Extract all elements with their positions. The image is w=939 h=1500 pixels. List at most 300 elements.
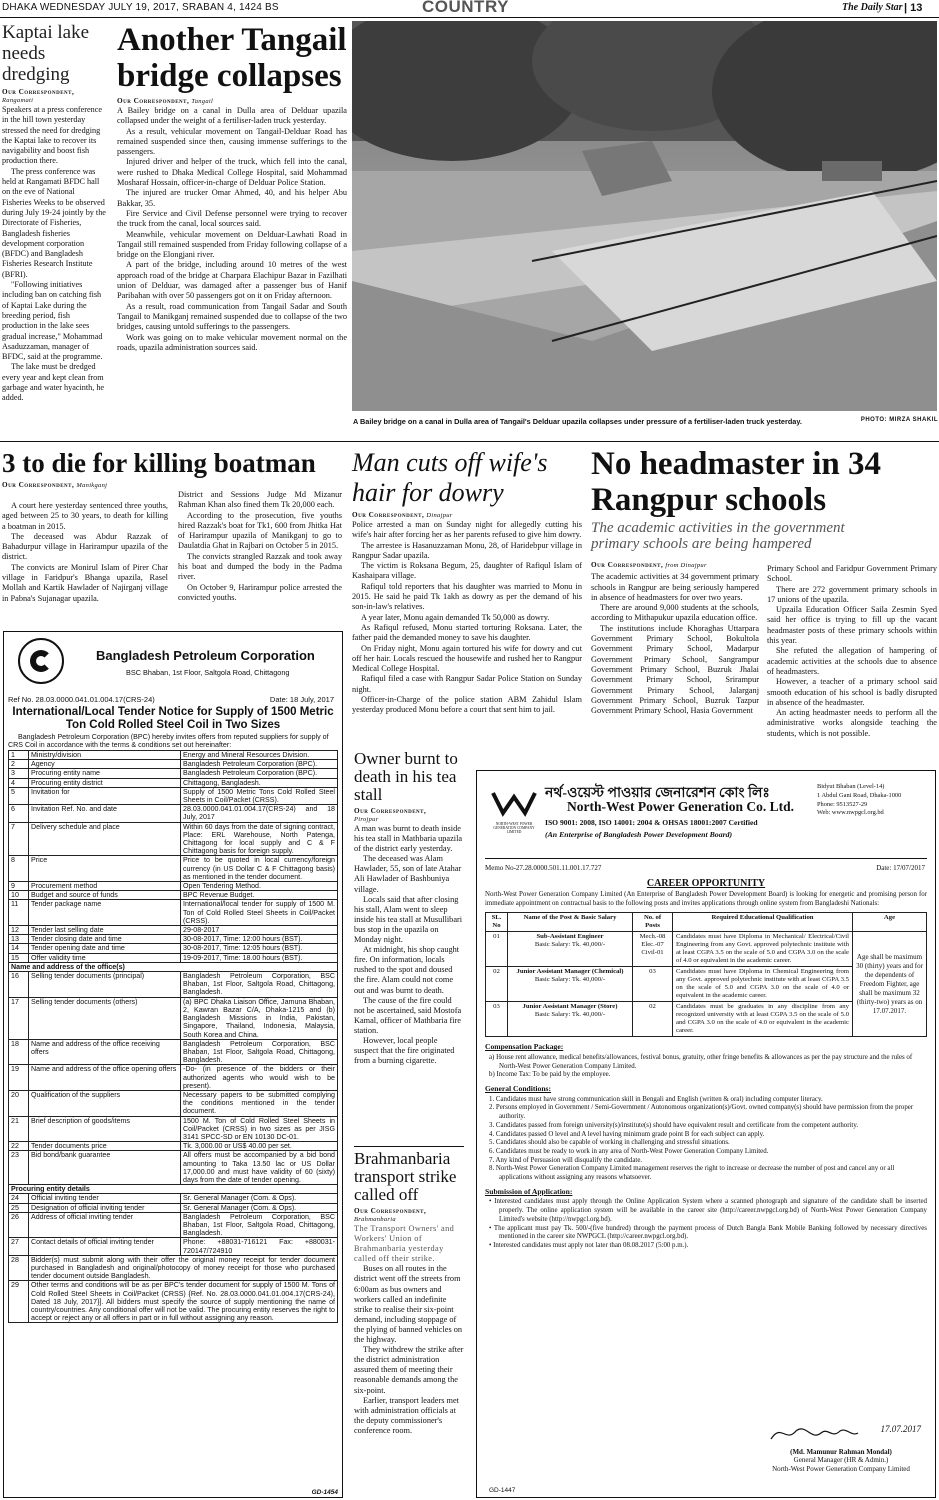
bpc-row-text: Bidder(s) must submit along with their offer the original money receipt for tender document purchased in Bangladesh and original/photocopy of money receipt for those who purchased tender document outside Bangladesh. <box>29 1255 338 1281</box>
headmaster-col2 <box>767 564 937 739</box>
strike-article <box>354 1146 464 1436</box>
nwpg-date: Date: 17/07/2017 <box>876 864 925 872</box>
nwpg-table <box>485 912 927 1037</box>
tangail-para: A Bailey bridge on a canal in Dulla area of Delduar upazila collapsed under the weight of a fertiliser-laden truck yesterday. <box>117 106 347 126</box>
dowry-byline-text: Our Correspondent, <box>352 511 425 519</box>
masthead <box>0 0 939 18</box>
nwpg-gen-item: 6. Candidates must be ready to work in any area of North-West Power Generation Company Limited. <box>489 1147 769 1155</box>
tangail-para: A part of the bridge, including around 10 metres of the west approach road of the bridge at Charpara Elachipur Bazar in Fazilhati union of Delduar, was damaged after a passenger bus of Hanif Paribahan with over 50 passengers got on it on Friday afternoon. <box>117 260 347 301</box>
headmaster-para: She refuted the allegation of hampering of academic activities at the schools due to absence of headmasters. <box>767 646 937 676</box>
bpc-row-number: 4 <box>9 778 29 787</box>
nwpg-address-line: Bidyut Bhaban (Level-14) <box>817 783 885 790</box>
bpc-row-value: International/local tender for supply of 1500 M. Ton of Cold Rolled Steel Sheets in Coil/Packet (CRSS). <box>181 900 338 926</box>
nwpg-sl: 02 <box>486 967 508 1002</box>
strike-para: Buses on all routes in the district went off the streets from 6:00am as bus owners and workers called an indefinite strike to realise their six-point demand, including stoppage of the plying of banned vehicles on the highway. <box>354 1264 463 1345</box>
nwpg-salary: Basic Salary: Tk. 40,000/- <box>534 941 606 949</box>
nwpg-logo-svg <box>491 789 537 817</box>
nwpg-comp-item: a) House rent allowance, medical benefits/allowances, festival bonus, gratuity, other fringe benefits & allowances as per the pay structure and the rules of North-West Power Generation Company Limited. <box>489 1053 913 1070</box>
bpc-row-value: 30-08-2017, Time: 12:05 hours (BST). <box>181 944 338 953</box>
bpc-row-number: 14 <box>9 944 29 953</box>
photo-caption <box>353 417 938 426</box>
bpc-table-row <box>9 1142 338 1151</box>
bpc-address: BSC Bhaban, 1st Floor, Saltgola Road, Chittagong <box>126 668 290 677</box>
tangail-byline <box>117 97 347 105</box>
bpc-row-label: Designation of official inviting tender <box>29 1203 181 1212</box>
bpc-row-number: 3 <box>9 769 29 778</box>
bpc-row-label: Selling tender documents (others) <box>29 997 181 1039</box>
nwpg-bangla-name: নর্থ-ওয়েস্ট পাওয়ার জেনারেশন কোং লিঃ <box>545 786 770 801</box>
nwpg-comp-heading: Compensation Package: <box>485 1042 564 1052</box>
bpc-table-row <box>9 935 338 944</box>
nwpg-sub-item: • Interested candidates must apply through the Online Application System where a scanned photograph and signature of the candidate shall be inserted properly. The online application system will be available in the career site (http://career.nwpgcl.org.bd) of North-West Power Generation Company Limited's website (http://nwpgcl.org.bd). <box>489 1198 927 1223</box>
bpc-title: International/Local Tender Notice for Supply of 1500 Metric Ton Cold Rolled Steel Coil in Two Sizes <box>12 706 334 731</box>
headmaster-para: There are around 9,000 students at the schools, according to Mithapukur upazila education office. <box>591 603 759 623</box>
nwpg-address <box>817 783 901 818</box>
bpc-table-row <box>9 1212 338 1238</box>
boatman-col1 <box>2 501 168 604</box>
bpc-table-row <box>9 805 338 822</box>
nwpg-conditions <box>485 1043 927 1250</box>
nwpg-logo-icon <box>489 789 539 835</box>
nwpg-post-name: Sub-Assistant Engineer <box>536 933 604 941</box>
bpc-table-row <box>9 1039 338 1065</box>
bpc-section-heading: Procuring entity details <box>9 1185 338 1194</box>
nwpg-company-name: North-West Power Generation Co. Ltd. <box>567 799 794 814</box>
tangail-para: Injured driver and helper of the truck, which fell into the canal, were rushed to Dhaka Medical College Hospital, said Mohammad Mosharaf Hossain, officer-in-charge of Delduar Police Station. <box>117 157 347 188</box>
nwpg-comp-item: b) Income Tax: To be paid by the employee. <box>489 1071 611 1079</box>
page-number-value: 13 <box>910 2 923 14</box>
bpc-table-row <box>9 891 338 900</box>
bpc-row-label: Tender last selling date <box>29 926 181 935</box>
bpc-row-label: Procuring entity name <box>29 769 181 778</box>
bpc-table-row <box>9 822 338 856</box>
kaptai-byline <box>2 88 106 104</box>
nwpg-address-line: Web: www.nwpgcl.org.bd <box>817 809 884 817</box>
owner-body <box>354 824 464 1066</box>
bpc-table-row <box>9 760 338 769</box>
boatman-para: District and Sessions Judge Md Mizanur Rahman Khan also fined them Tk 20,000 each. <box>178 490 342 510</box>
headmaster-byline-text: Our Correspondent, <box>591 561 664 569</box>
bpc-row-label: Address of official inviting tender <box>29 1212 181 1238</box>
kaptai-article <box>2 22 106 404</box>
bpc-row-label: Budget and source of funds <box>29 891 181 900</box>
nwpg-gen-item: 5. Candidates should also be capable of working in challenging and stressful situations. <box>489 1139 730 1147</box>
nwpg-post-name: Junior Assistant Manager (Chemical) <box>516 968 624 976</box>
bpc-row-value: Within 60 days from the date of signing contract, Place: ERL Warehouse, North Patenga, Chittagong for local supply and C & F Chittagong basis for foreign supply. <box>181 822 338 856</box>
bpc-row-label: Invitation Ref. No. and date <box>29 805 181 822</box>
bpc-row-number: 22 <box>9 1142 29 1151</box>
bpc-ref: Ref No. 28.03.0000.041.01.004.17(CRS-24) <box>8 695 155 704</box>
bpc-row-value: Sr. General Manager (Com. & Ops). <box>181 1203 338 1212</box>
nwpg-sub-item: • Interested candidates must apply not later than 08.08.2017 (5:00 p.m.). <box>489 1241 689 1249</box>
bpc-row-number: 9 <box>9 882 29 891</box>
nwpg-logo-text: NORTH-WEST POWER GENERATION COMPANY LIMITED <box>493 822 535 835</box>
bridge-photo-svg <box>352 21 937 411</box>
bpc-table-row <box>9 997 338 1039</box>
owner-para: A man was burnt to death inside his tea stall in Mathbaria upazila of the district early yesterday. <box>354 824 463 854</box>
bpc-row-number: 20 <box>9 1090 29 1116</box>
kaptai-para: The press conference was held at Rangamati BFDC hall on the eve of National Fisheries Weeks to be observed during July 19-24 jointly by the Directorate of Fisheries, Bangladesh fisheries development corporation (BFDC) and Bangladesh Fisheries Research Institute (BFRI). <box>2 166 106 279</box>
strike-byline-text: Our Correspondent, <box>354 1207 427 1215</box>
bpc-table-row <box>9 944 338 953</box>
boatman-col2 <box>178 490 342 603</box>
owner-headline: Owner burnt to death in his tea stall <box>354 749 458 804</box>
bpc-row-number: 8 <box>9 856 29 882</box>
bpc-table-row <box>9 1203 338 1212</box>
nwpg-address-line: 1 Abdul Gani Road, Dhaka-1000 <box>817 791 902 799</box>
kaptai-byline-text: Our Correspondent, <box>2 88 75 96</box>
bpc-table-row <box>9 882 338 891</box>
headmaster-para: There are 272 government primary schools in 17 unions of the upazila. <box>767 584 937 604</box>
bpc-row-value: 28.03.0000.041.01.004.17(CRS-24) and 18 July, 2017 <box>181 805 338 822</box>
tangail-para: Meanwhile, vehicular movement on Delduar-Lawhati Road in Tangail still remained suspended from Friday following collapse of a bridge on the Elongjani river. <box>117 229 347 260</box>
nwpg-career-ad <box>476 770 936 1498</box>
bpc-row-value: Price to be quoted in local currency/foreign currency (in US Dollar C & F Chittagong basis) as mentioned in the tender document. <box>181 856 338 882</box>
headmaster-col1 <box>591 561 759 716</box>
bpc-row-number: 25 <box>9 1203 29 1212</box>
bpc-org-name: Bangladesh Petroleum Corporation <box>96 648 315 663</box>
headmaster-headline: No headmaster in 34 Rangpur schools <box>591 446 881 518</box>
bpc-table-row <box>9 1194 338 1203</box>
nwpg-heading: CAREER OPPORTUNITY <box>646 878 766 889</box>
bpc-table-row <box>9 751 338 760</box>
dowry-body <box>352 520 582 716</box>
headmaster-para: The institutions include Khoraghas Uttarpara Government Primary School, Bokultola Government Primary School, Madarpur Government Primary School, Sangrampur Government Primary School, Buzruk Jhalai Government Primary School, Srirampur Government Primary School, Jalarganj Government Primary School, Buzruk Tazpur Government Primary School, Hasia Government <box>591 623 759 716</box>
bpc-row-label: Ministry/division <box>29 751 181 760</box>
bpc-row-label: Name and address of the office receiving offers <box>29 1039 181 1065</box>
dowry-para: The arrestee is Hasanuzzaman Monu, 28, of Haridebpur village in Rangpur Sadar upazila. <box>352 540 582 560</box>
dateline: DHAKA WEDNESDAY JULY 19, 2017, SRABAN 4, 1424 BS <box>2 2 279 13</box>
nwpg-gen-item: 7. Any kind of Persuasion will disqualify the candidate. <box>489 1156 643 1164</box>
bridge-photo <box>352 21 937 411</box>
strike-divider <box>354 1146 464 1147</box>
strike-para: They withdrew the strike after the district administration assured them of meeting their reasonable demands among the six-point. <box>354 1345 464 1395</box>
bpc-row-number: 29 <box>9 1281 29 1323</box>
nwpg-sub-heading: Submission of Application: <box>485 1186 573 1196</box>
owner-para: The deceased was Alam Hawlader, 55, son of late Atahar Ali Hawlader of Bashbuniya village. <box>354 854 462 894</box>
nwpg-gen-item: 3. Candidates passed from foreign university(s)/institute(s) should have equivalent result and certificate from the competent authority. <box>489 1121 859 1129</box>
nwpg-gd-code: GD-1447 <box>489 1487 516 1494</box>
nwpg-th: No. of Posts <box>633 913 673 932</box>
bpc-row-label: Price <box>29 856 181 882</box>
bpc-row-number: 7 <box>9 822 29 856</box>
bpc-row-number: 28 <box>9 1255 29 1281</box>
nwpg-sub-item: • The applicant must pay Tk. 500/-(five hundred) through the payment process of Dutch Bangla Bank Mobile Banking followed by necessary directives mentioned in the career site NWPGCL (http://career.nwpgcl.org.bd). <box>489 1224 927 1241</box>
bpc-table-row <box>9 1238 338 1255</box>
bpc-table-row <box>9 1090 338 1116</box>
bpc-row-number: 16 <box>9 972 29 998</box>
bpc-header <box>8 636 338 690</box>
tangail-headline: Another Tangail bridge collapses <box>117 22 347 94</box>
nwpg-header <box>485 777 927 859</box>
nwpg-sig-name: (Md. Mamunur Rahman Mondal) <box>790 1447 892 1456</box>
bpc-tender-ad <box>3 631 343 1498</box>
page-number: | 13 <box>904 2 923 14</box>
bpc-row-label: Procurement method <box>29 882 181 891</box>
bpc-row-label: Name and address of the office opening offers <box>29 1065 181 1091</box>
dowry-para: Rafiqul told reporters that his daughter was married to Monu in 2015. He said he paid Tk 1akh as dowry as per the demand of his son-in-law's relatives. <box>352 581 582 612</box>
dowry-para: Officer-in-Charge of the police station ABM Zahidul Islam yesterday produced Monu before a court that sent him to jail. <box>352 695 582 715</box>
section-name: COUNTRY <box>422 0 509 16</box>
bpc-table-row <box>9 1185 338 1194</box>
bpc-row-text: Other terms and conditions will be as per BPC's tender document for supply of 1500 M. Tons of Cold Rolled Steel Sheets in Coil/Packet (CRSS) {Ref. No. 28.03.0000.041.01.004.17(CRS-24), Dated 18 July, 2017}]. All bidders must specify the source of supply mentioning the name of country/countries. Any conditional offer will not be valid. The procuring entity reserves the right to accept or reject any or all offers in part or in full without assigning any reason. <box>29 1281 338 1323</box>
nwpg-post <box>508 967 633 1002</box>
bpc-row-number: 6 <box>9 805 29 822</box>
dowry-para: As Rafiqul refused, Monu started torturing Roksana. Later, the father paid the demanded money to save his daughter. <box>352 622 582 643</box>
nwpg-iso: ISO 9001: 2008, ISO 14001: 2004 & OHSAS 18001:2007 Certified <box>545 818 758 827</box>
bpc-row-label: Contact details of official inviting tender <box>29 1238 181 1255</box>
nwpg-gen-heading: General Conditions: <box>485 1084 552 1093</box>
bpc-row-value: 1500 M. Ton of Cold Rolled Steel Sheets in Coil/Packet (CRSS) in two sizes as per JISG 3141 SPCC-SD or EN 10130 DC-01. <box>181 1116 338 1142</box>
owner-para: Locals said that after closing his stall, Alam went to sleep inside his tea stall at Musullibari bus stop in the upazila on Monday night. <box>354 894 463 945</box>
boatman-place: Manikganj <box>76 482 108 489</box>
photo-credit: PHOTO: MIRZA SHAKIL <box>860 417 938 423</box>
bpc-row-value: Bangladesh Petroleum Corporation (BPC). <box>181 769 338 778</box>
nwpg-posts: Mech.-08 Elec.-07 Civil-01 <box>633 932 673 967</box>
bpc-row-number: 5 <box>9 787 29 804</box>
bpc-row-value: All offers must be accompanied by a bid bond amounting to Taka 13.50 lac or US Dollar 17,000.00 and must have validity of 60 (sixty) days from the date of tender opening. <box>181 1151 338 1185</box>
owner-byline-text: Our Correspondent, <box>354 807 427 815</box>
strike-body <box>354 1224 464 1436</box>
bpc-row-value: Supply of 1500 Metric Tons Cold Rolled Steel Sheets in Coil/Packet (CRSS). <box>181 787 338 804</box>
tangail-para: As a result, vehicular movement on Tangail-Delduar Road has remained suspended since then, causing immense sufferings to the passengers. <box>117 126 347 157</box>
tangail-para: As a result, road communication from Tangail Sadar and South Tangail to Manikganj remained suspended due to collapse of the two bridges, causing untold sufferings to the passengers. <box>117 301 347 332</box>
nwpg-salary: Basic Salary: Tk. 40,000/- <box>534 1011 606 1019</box>
bpc-row-number: 23 <box>9 1151 29 1185</box>
nwpg-th: Name of the Post & Basic Salary <box>508 913 633 932</box>
boatman-para: According to the prosecution, five youths hired Razzak's boat for Tk1, 600 from Jhitka Hat of Harirampur upazila of Manikganj to go to Daulatdia Ghat in Rajbari on October 5 in 2015. <box>178 510 342 551</box>
nwpg-sig-date: 17.07.2017 <box>880 1424 921 1434</box>
bpc-row-value: 19-09-2017, Time: 18.00 hours (BST). <box>181 953 338 962</box>
bpc-row-label: Official inviting tender <box>29 1194 181 1203</box>
bpc-row-number: 21 <box>9 1116 29 1142</box>
nwpg-gen-item: 8. North-West Power Generation Company Limited management reserves the right to increase or decrease the number of post and cancel any or all applications without assigning any reasons whatsoever. <box>489 1165 895 1182</box>
bpc-row-value: Bangladesh Petroleum Corporation, BSC Bhaban, 1st Floor, Saltgola Road, Chittagong, Bangladesh. <box>181 1212 338 1238</box>
bpc-date: Date: 18 July, 2017 <box>269 695 334 704</box>
bpc-row-number: 12 <box>9 926 29 935</box>
strike-place: Brahmanbaria <box>354 1216 396 1223</box>
tangail-article <box>117 22 347 353</box>
bpc-row-number: 19 <box>9 1065 29 1091</box>
nwpg-memo-row <box>485 864 927 874</box>
nwpg-posts: 03 <box>633 967 673 1002</box>
bpc-row-number: 10 <box>9 891 29 900</box>
boatman-para: The deceased was Abdur Razzak of Bahadurpur village in Harirampur upazila of the district. <box>2 531 168 562</box>
strike-headline: Brahmanbaria transport strike called off <box>354 1149 457 1204</box>
kaptai-para: "Following initiatives including ban on catching fish of Kaptai Lake during the breeding period, fish production in the lake sees gradual increase," Mohammad Asaduzzaman, manager of BFDC, said at the programme. <box>2 280 103 362</box>
boatman-para: On October 9, Harirampur police arrested the convicted youths. <box>178 582 342 602</box>
dowry-para: Rafiqul filed a case with Rangpur Sadar Police Station on Sunday night. <box>352 674 582 694</box>
dowry-place: Dinajpur <box>426 512 453 519</box>
bpc-row-value: 29-08-2017 <box>181 926 338 935</box>
owner-para: The cause of the fire could not be ascertained, said Mostofa Kamal, officer of Mathbaria fire station. <box>354 995 462 1035</box>
nwpg-sl: 03 <box>486 1002 508 1037</box>
bpc-ref-row <box>8 695 338 705</box>
bpc-row-value: BPC Revenue Budget. <box>181 891 338 900</box>
nwpg-sig-title: General Manager (HR & Admin.) <box>793 1456 889 1465</box>
nwpg-th: SL. No <box>486 913 508 932</box>
dowry-para: The victim is Roksana Begum, 25, daughter of Rafiqul Islam of Kashaipara village. <box>352 561 582 581</box>
bpc-row-label: Tender opening date and time <box>29 944 181 953</box>
bpc-row-label: Bid bond/bank guarantee <box>29 1151 181 1185</box>
headmaster-para: Primary School and Faridpur Government Primary School. <box>767 564 937 584</box>
nwpg-intro: North-West Power Generation Company Limited (An Enterprise of Bangladesh Power Development Board) is looking for energetic and promising person for immediate appointment on contractual basis to the following posts and invites applications through online system from Bangladeshi Nationals: <box>485 891 927 907</box>
nwpg-salary: Basic Salary: Tk. 40,000/- <box>534 976 606 984</box>
bpc-row-number: 27 <box>9 1238 29 1255</box>
kaptai-place: Rangamati <box>2 97 34 104</box>
boatman-para: The convicts are Monirul Islam of Pirer Char village in Faridpur's Bhanga upazila, Rasel Mollah and Kartik Hawlader of Najirganj village in Pabna's Sujanagar upazila. <box>2 562 168 603</box>
owner-para: However, local people suspect that the fire originated from a burning cigarette. <box>354 1035 455 1066</box>
bpc-row-value: Chittagong, Bangladesh. <box>181 778 338 787</box>
bpc-table-row <box>9 769 338 778</box>
nwpg-post <box>508 1002 633 1037</box>
owner-para: At midnight, his shop caught fire. On information, locals rushed to the spot and doused the fire. Alam could not come out and was burnt to death. <box>354 945 460 995</box>
bpc-gd-code: GD-1454 <box>311 1489 338 1496</box>
bpc-row-label: Tender documents price <box>29 1142 181 1151</box>
nwpg-enterprise: (An Enterprise of Bangladesh Power Development Board) <box>545 830 733 839</box>
headmaster-para: However, a teacher of a primary school said smooth education of his school is badly disrupted in absence of the headmaster. <box>767 677 937 707</box>
kaptai-para: The lake must be dredged every year and kept clean from garbage and water hyacinth, he added. <box>2 362 105 403</box>
bpc-table-row <box>9 972 338 998</box>
bpc-table-row <box>9 778 338 787</box>
bpc-row-label: Delivery schedule and place <box>29 822 181 856</box>
bpc-row-value: Bangladesh Petroleum Corporation, BSC Bhaban, 1st Floor, Saltgola Road, Chittagong, Bangladesh. <box>181 972 338 998</box>
bpc-table-row <box>9 1255 338 1281</box>
nwpg-address-line: Phone: 9513527-29 <box>817 800 868 808</box>
nwpg-signature-block <box>755 1421 927 1473</box>
dowry-byline <box>352 511 582 519</box>
bpc-row-value: Necessary papers to be submitted complying the conditions mentioned in the tender document. <box>181 1090 338 1116</box>
kaptai-headline: Kaptai lake needs dredging <box>2 22 90 85</box>
kaptai-body <box>2 105 106 404</box>
divider <box>0 441 939 442</box>
tangail-para: Fire Service and Civil Defense personnel were trying to recover the truck from the canal, local sources said. <box>117 208 347 229</box>
boatman-article <box>2 448 342 603</box>
nwpg-qual: Candidates must have Diploma in Chemical Engineering from any Govt. approved polytechnic institute with at least CGPA 3.5 on the scale of 5.0 and CGPA 3.0 on the scale of 4.0 or equivalent in the academic career. <box>673 967 853 1002</box>
bpc-table-row <box>9 900 338 926</box>
bpc-section-heading: Name and address of the office(s) <box>9 962 338 971</box>
bpc-table-row <box>9 926 338 935</box>
bpc-row-value: 30-08-2017, Time: 12:00 hours (BST). <box>181 935 338 944</box>
boatman-byline <box>2 481 342 489</box>
bpc-row-value: Phone: +88031-716121 Fax: +880031-720147/724910 <box>181 1238 338 1255</box>
bpc-row-value: Energy and Mineral Resources Division. <box>181 751 338 760</box>
boatman-byline-text: Our Correspondent, <box>2 481 75 489</box>
bpc-logo-icon <box>18 638 64 684</box>
bpc-row-number: 15 <box>9 953 29 962</box>
bpc-row-value: -Do- (in presence of the bidders or their authorized agents who would wish to be present). <box>181 1065 338 1091</box>
bpc-row-value: (a) BPC Dhaka Liaison Office, Jamuna Bhaban, 2, Kawran Bazar C/A, Dhaka-1215 and (b) Bangladesh Missions in India, Pakistan, Singapore, Thailand, Indonesia, Malaysia, South Korea and China. <box>181 997 338 1039</box>
owner-article <box>354 750 464 1066</box>
owner-byline <box>354 807 464 823</box>
paper-logo: The Daily Star <box>842 2 903 13</box>
bpc-row-number: 17 <box>9 997 29 1039</box>
kaptai-para: Speakers at a press conference in the hill town yesterday stressed the need for dredging the Kaptai lake to recover its navigability and boost fish production there. <box>2 105 103 166</box>
strike-byline <box>354 1207 464 1223</box>
tangail-place: Tangail <box>191 98 214 105</box>
bpc-row-number: 13 <box>9 935 29 944</box>
bpc-table-row <box>9 1151 338 1185</box>
tangail-body <box>117 106 347 353</box>
bpc-row-number: 18 <box>9 1039 29 1065</box>
boatman-para: The convicts strangled Razzak and took away his boat and dumped the body in the Padma river. <box>178 551 342 582</box>
nwpg-age: Age shall be maximum 30 (thirty) years and for the dependents of Freedom Fighter, age shall be maximum 32 (thirty-two) years as on 17.07.2017. <box>853 932 927 1037</box>
bpc-table-row <box>9 953 338 962</box>
nwpg-gen-item: 1. Candidates must have strong communication skill in Bengali and English (written & oral) including computer literacy. <box>489 1095 823 1103</box>
bpc-row-label: Qualification of the suppliers <box>29 1090 181 1116</box>
bpc-row-label: Selling tender documents (principal) <box>29 972 181 998</box>
strike-para: Earlier, transport leaders met with administration officials at the deputy commissioner's conference room. <box>354 1395 459 1435</box>
nwpg-th: Required Educational Qualification <box>673 913 853 932</box>
bpc-row-label: Offer validity time <box>29 953 181 962</box>
tangail-para: The injured are trucker Omar Ahmed, 40, and his helper Abu Bakkar, 35. <box>117 188 347 208</box>
bpc-row-number: 11 <box>9 900 29 926</box>
nwpg-th: Age <box>853 913 927 932</box>
bpc-row-label: Procuring entity district <box>29 778 181 787</box>
bpc-row-label: Tender closing date and time <box>29 935 181 944</box>
bpc-table-row <box>9 856 338 882</box>
bpc-row-label: Brief description of goods/items <box>29 1116 181 1142</box>
headmaster-para: An acting headmaster needs to perform all the administrative works alongside teaching the students, which is not possible. <box>767 708 937 738</box>
nwpg-qual: Candidates must have Diploma in Mechanical/ Electrical/Civil Engineering from any Govt. approved polytechnic institute with at least CGPA 3.5 on the scale of 5.0 and CGPA 3.0 on the scale of 4.0 or equivalent in the academic career. <box>673 932 853 967</box>
nwpg-table-header <box>486 913 927 932</box>
dowry-article <box>352 448 582 716</box>
nwpg-memo: Memo No-27.28.0000.501.11.001.17.727 <box>485 864 602 872</box>
bpc-row-number: 26 <box>9 1212 29 1238</box>
bpc-row-number: 1 <box>9 751 29 760</box>
nwpg-qual: Candidates must be graduates in any discipline from any recognized university with at least CGPA 3.5 on the scale of 5.0 and CGPA 3.0 on the scale of 4.0 or equivalent in the academic career. <box>673 1002 853 1037</box>
headmaster-para: Upzaila Education Officer Saila Zesmin Syed said her office is trying to fill up the vacant headmaster posts of these primary schools within this year. <box>767 605 937 646</box>
bpc-table-row <box>9 962 338 971</box>
bpc-row-label: Invitation for <box>29 787 181 804</box>
nwpg-gen-item: 2. Persons employed in Government / Semi-Government / Autonomous organization(s)/Govt. owned company(s) should have permission from the proper authority. <box>489 1104 914 1121</box>
bpc-row-number: 24 <box>9 1194 29 1203</box>
headmaster-subtitle: The academic activities in the government primary schools are being hampered <box>591 520 845 552</box>
dowry-para: On Friday night, Monu again tortured his wife for dowry and cut off her hair. Locals rescued the housewife and rushed her to Rangpur Medical College Hospital. <box>352 643 582 674</box>
bpc-row-label: Tender package name <box>29 900 181 926</box>
bpc-table-row <box>9 1065 338 1091</box>
bpc-table <box>8 750 338 1323</box>
owner-place: Pirojpur <box>354 816 379 823</box>
nwpg-sl: 01 <box>486 932 508 967</box>
nwpg-posts: 02 <box>633 1002 673 1037</box>
tangail-byline-text: Our Correspondent, <box>117 97 190 105</box>
nwpg-sig-org: North-West Power Generation Company Limited <box>772 1464 910 1473</box>
nwpg-table-row <box>486 932 927 967</box>
bpc-row-value: Tk. 3,000.00 or US$ 40.00 per set. <box>181 1142 338 1151</box>
bpc-row-label: Agency <box>29 760 181 769</box>
dowry-headline: Man cuts off wife's hair for dowry <box>352 448 548 507</box>
dowry-para: Police arrested a man on Sunday night for allegedly cutting his wife's hair after forcing her as her parents refused to give him dowry. <box>352 520 582 540</box>
boatman-headline: 3 to die for killing boatman <box>2 448 316 478</box>
bpc-row-number: 2 <box>9 760 29 769</box>
photo-caption-text: A Bailey bridge on a canal in Dulla area of Tangail's Delduar upazila collapses under pressure of a fertiliser-laden truck yesterday. <box>353 417 802 426</box>
bpc-row-value: Bangladesh Petroleum Corporation, BSC Bhaban, 1st Floor, Saltgola Road, Chittagong, Bangladesh. <box>181 1039 338 1065</box>
bpc-table-row <box>9 1281 338 1323</box>
bpc-row-value: Bangladesh Petroleum Corporation (BPC). <box>181 760 338 769</box>
bpc-intro: Bangladesh Petroleum Corporation (BPC) hereby invites offers from reputed suppliers for supply of CRS Coil in accordance with the terms & conditions set out hereinafter: <box>8 733 329 749</box>
headmaster-byline <box>591 560 759 571</box>
boatman-para: A court here yesterday sentenced three youths, aged between 25 to 30 years, to death for killing a boatman in 2015. <box>2 501 168 531</box>
headmaster-para: The academic activities at 34 government primary schools in Rangpur are being seriously hampered in absence of headmasters for over two years. <box>591 572 759 602</box>
bpc-table-row <box>9 787 338 804</box>
bpc-row-value: Open Tendering Method. <box>181 882 338 891</box>
strike-lead: The Transport Owners' and Workers' Union of Brahmanbaria yesterday called off their strike. <box>354 1224 455 1264</box>
tangail-para: Work was going on to make vehicular movement normal on the roads, upazila administration sources said. <box>117 332 347 352</box>
headmaster-article <box>591 446 937 738</box>
bpc-table-row <box>9 1116 338 1142</box>
nwpg-post-name: Junior Assistant Manager (Store) <box>522 1003 618 1011</box>
